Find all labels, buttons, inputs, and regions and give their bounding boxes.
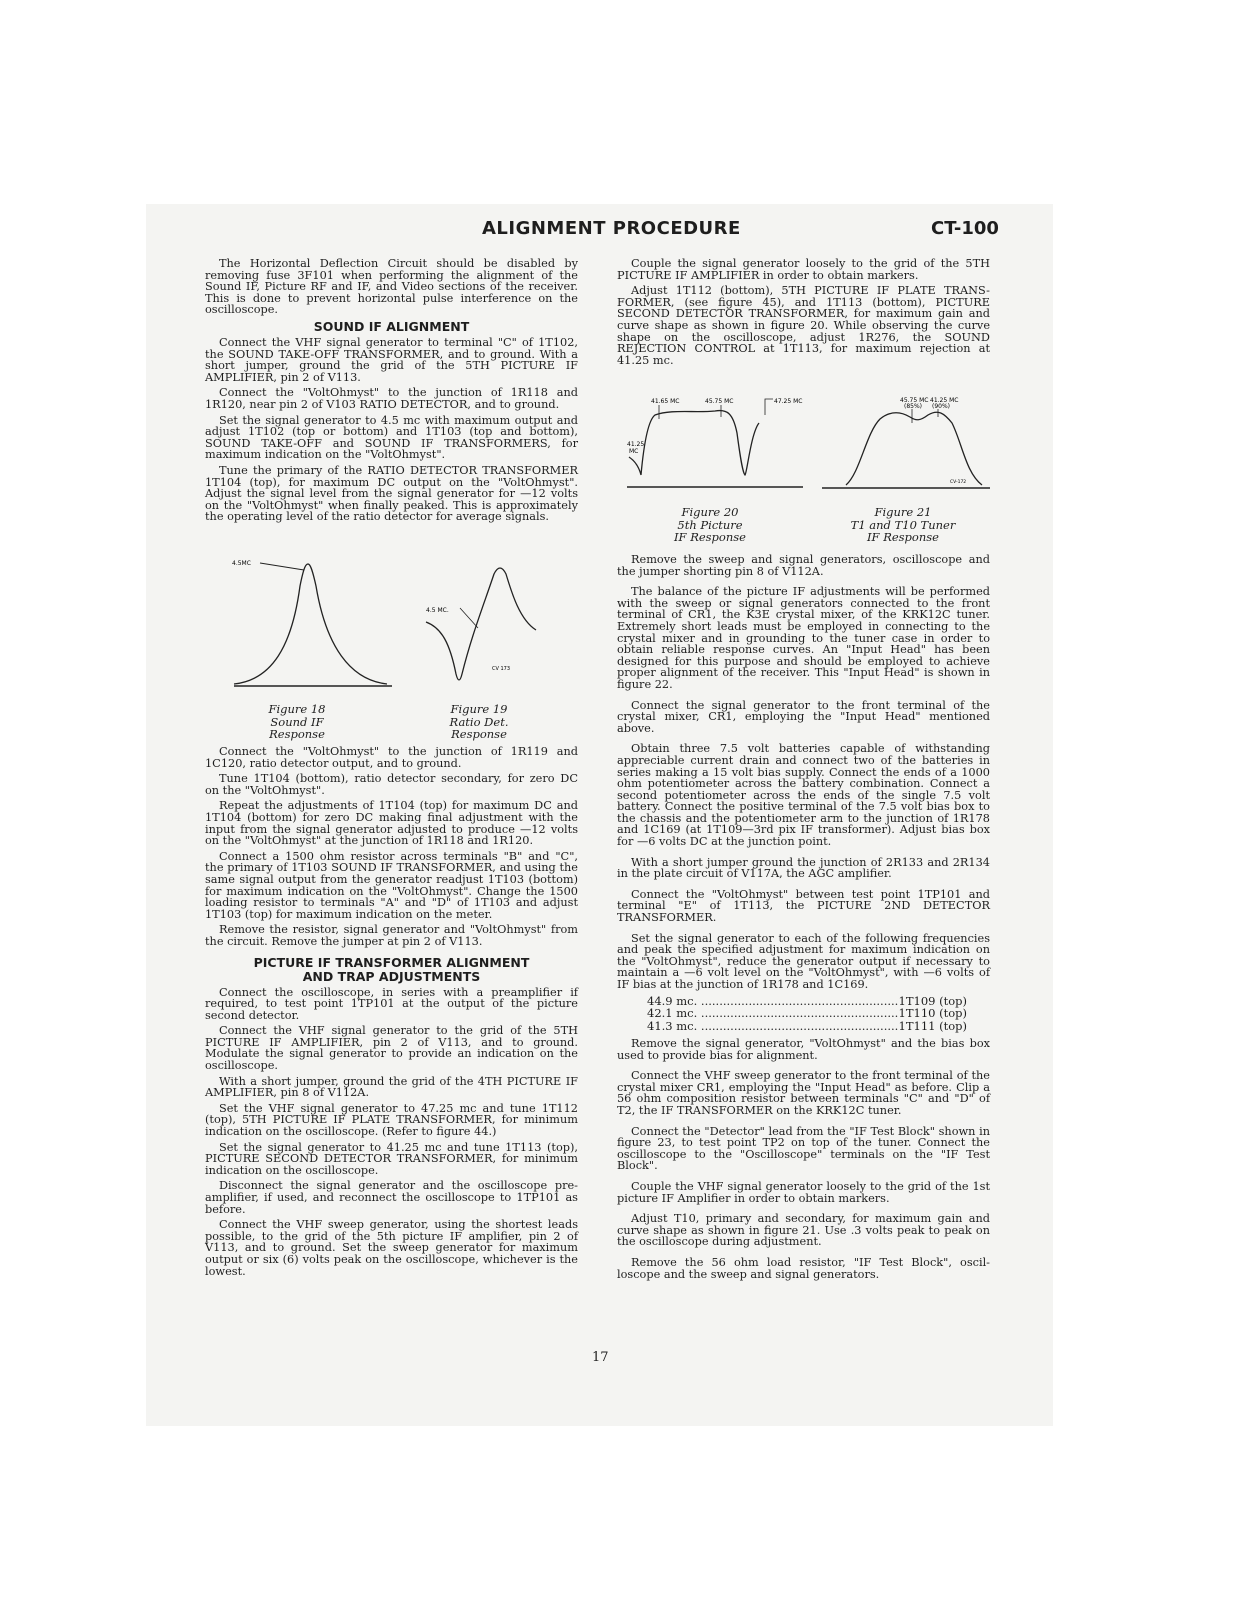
caption-line: Figure 18 <box>268 702 326 716</box>
paragraph: Connect the "Detector" lead from the "IF Test Block" shown in figure 23, to test point TP2 on top of the tuner. Connect the oscilloscope to the "Oscilloscope" terminals on the "IF Test Block". <box>617 1124 990 1173</box>
paragraph: Obtain three 7.5 volt batteries capable of withstanding appreciable current drain and connect two of the batteries in series making a 15 volt bias supply. Connect the ends of a 1000 ohm potentiometer across the battery combination. Connect a second potentiometer across the ends of the single 7.5 volt battery. Connect the positive terminal of the 7.5 volt bias box to the chassis and the potentiometer arm to the junction of 1R178 and 1C169 (at 1T109—3rd pix IF transformer). Adjust bias box for —6 volts DC at the junction point. <box>617 742 990 849</box>
paragraph: Connect the "VoltOhmyst" to the junction of 1R118 and 1R120, near pin 2 of V103 RATIO DETECTOR, and to ground. <box>205 386 578 411</box>
table-cell-adjustment: 1T109 (top) <box>898 993 967 1008</box>
paragraph: Disconnect the signal generator and the oscilloscope pre-amplifier, if used, and reconnect the oscilloscope to 1TP101 as before. <box>205 1179 578 1216</box>
paragraph: Connect the VHF sweep generator, using the shortest leads possible, to the grid of the 5th picture IF amplifier, pin 2 of V113, and to ground. Set the sweep generator for maximum output or six (6) volts peak on the oscilloscope, whichever is the lowest. <box>205 1218 578 1278</box>
figure-18-caption <box>217 703 377 741</box>
caption-line: Ratio Det. <box>449 714 509 729</box>
table-cell-freq: 41.3 mc. ..... <box>647 1020 899 1033</box>
sound-if-curve <box>234 564 387 684</box>
paragraph: Connect the VHF sweep generator to the front terminal of the crystal mixer CR1, employing the "Input Head" as before. Clip a 56 ohm composition resistor between terminals "C" and "D" of T2, the IF TRANSFORMER on the KRK12C tuner. <box>617 1069 990 1118</box>
figure-20-marker-2: 45.75 MC <box>705 398 734 405</box>
figure-20-caption <box>630 506 790 544</box>
caption-line: Figure 21 <box>874 505 932 519</box>
paragraph: Remove the sweep and signal generators, oscilloscope and the jumper shorting pin 8 of V112A. <box>617 553 990 578</box>
paragraph: Connect the VHF signal generator to the grid of the 5TH PICTURE IF AMPLIFIER, pin 2 of V113, and to ground. Modulate the signal generator to provide an indication on the oscilloscope. <box>205 1024 578 1073</box>
figure-19-graph <box>424 564 544 686</box>
caption-line: Response <box>269 727 325 741</box>
heading-line: PICTURE IF TRANSFORMER ALIGNMENT <box>253 954 530 970</box>
table-cell-adjustment: 1T111 (top) <box>898 1018 967 1033</box>
paragraph: The Horizontal Deflection Circuit should be disabled by removing fuse 3F101 when performing the alignment of the Sound IF, Picture RF and IF, and Video sections of the receiver. This is done to prevent horizontal pulse interference on the oscilloscope. <box>205 257 578 317</box>
figure-20-graph <box>625 393 805 489</box>
page-number: 17 <box>592 1350 609 1365</box>
paragraph: Remove the 56 ohm load resistor, "IF Test Block", oscil-loscope and the sweep and signal generators. <box>617 1256 990 1281</box>
paragraph: Connect the "VoltOhmyst" between test point 1TP101 and terminal "E" of 1T113, the PICTURE 2ND DETECTOR TRANSFORMER. <box>617 887 990 925</box>
heading-line: AND TRAP ADJUSTMENTS <box>302 968 481 984</box>
paragraph: Connect the "VoltOhmyst" to the junction of 1R119 and 1C120, ratio detector output, and to ground. <box>205 745 578 770</box>
section-heading-sound-if: SOUND IF ALIGNMENT <box>313 318 470 334</box>
paragraph: Connect the VHF signal generator to terminal "C" of 1T102, the SOUND TAKE-OFF TRANSFORMER, and to ground. With a short jumper, ground the grid of the 5TH PICTURE IF AMPLIFIER, pin 2 of V113. <box>205 335 578 384</box>
caption-line: Sound IF <box>270 714 324 729</box>
paragraph: Connect the signal generator to the front terminal of the crystal mixer, CR1, employing the "Input Head" mentioned above. <box>617 698 990 735</box>
paragraph: Remove the signal generator, "VoltOhmyst" and the bias box used to provide bias for alignment. <box>617 1037 990 1062</box>
figure-21-caption <box>818 506 988 544</box>
paragraph: Couple the VHF signal generator loosely to the grid of the 1st picture IF Amplifier in order to obtain markers. <box>617 1180 990 1205</box>
paragraph: Set the signal generator to 4.5 mc with maximum output and adjust 1T102 (top or bottom) and 1T103 (top and bottom), SOUND TAKE-OFF and SOUND IF TRANSFORMERS, for maximum indication on the "VoltOhmyst". <box>205 413 578 462</box>
picture-if-curve <box>629 411 759 475</box>
table-cell-freq: 42.1 mc. ..... <box>647 1007 899 1020</box>
table-row <box>647 1007 967 1020</box>
paragraph: Adjust T10, primary and secondary, for maximum gain and curve shape as shown in figure 21. Use .3 volts peak to peak on the oscilloscope during adjustment. <box>617 1212 990 1249</box>
paragraph: Couple the signal generator loosely to the grid of the 5TH PICTURE IF AMPLIFIER in order to obtain markers. <box>617 257 990 282</box>
figure-21-code: CV-172 <box>950 480 967 485</box>
figure-18-marker: 4.5MC <box>232 560 251 567</box>
caption-line: Response <box>451 727 507 741</box>
paragraph: Adjust 1T112 (bottom), 5TH PICTURE IF PLATE TRANS-FORMER, (see figure 45), and 1T113 (bottom), PICTURE SECOND DETECTOR TRANSFORMER, for maximum gain and curve shape as shown in figure 20. While observing the curve shape on the oscilloscope, adjust 1R276, the SOUND REJECTION CONTROL at 1T113, for maximum rejection at 41.25 mc. <box>617 284 990 367</box>
figure-20-marker-4b: MC <box>629 448 639 455</box>
figure-19-code: CV 173 <box>492 666 511 672</box>
left-column-top <box>205 258 578 527</box>
table-row <box>647 1020 967 1033</box>
figure-21-graph <box>820 393 992 491</box>
figure-20-marker-3: 47.25 MC <box>774 398 803 405</box>
caption-line: IF Response <box>867 530 939 544</box>
paragraph: Repeat the adjustments of 1T104 (top) for maximum DC and 1T104 (bottom) for zero DC making final adjustment with the input from the signal generator adjusted to produce —12 volts on the "VoltOhmyst" at the junction of 1R118 and 1R120. <box>205 799 578 848</box>
frequency-table <box>647 995 967 1033</box>
caption-line: Figure 19 <box>450 702 508 716</box>
table-cell-adjustment: 1T110 (top) <box>898 1006 967 1021</box>
paragraph: Connect a 1500 ohm resistor across terminals "B" and "C", the primary of 1T103 SOUND IF TRANSFORMER, and using the same signal output from the generator readjust 1T103 (bottom) for maximum indication on the "VoltOhmyst". Change the 1500 loading resistor to terminals "A" and "D" of 1T103 and adjust 1T103 (top) for maximum indication on the meter. <box>205 849 578 921</box>
figure-18-graph <box>232 556 394 692</box>
caption-line: 5th Picture <box>677 517 743 532</box>
paragraph: Tune the primary of the RATIO DETECTOR TRANSFORMER 1T104 (top), for maximum DC output on the "VoltOhmyst". Adjust the signal level from the signal generator for —12 volts on the "VoltOhmyst" when finally peaked. This is approximately the operating level of the ratio detector for average signals. <box>205 463 578 524</box>
figure-20-marker-4a: 41.25 <box>627 441 645 448</box>
tuner-if-curve <box>846 412 982 485</box>
caption-line: T1 and T10 Tuner <box>850 517 956 532</box>
right-column-top <box>617 258 990 370</box>
paragraph: The balance of the picture IF adjustments will be performed with the sweep or signal generators connected to the front terminal of CR1, the K3E crystal mixer, of the KRK12C tuner. Extremely short leads must be employed in connecting to the crystal mixer and in grounding to the tuner case in order to obtain reliable response curves. An "Input Head" has been designed for this purpose and should be employed to achieve proper alignment of the receiver. This "Input Head" is shown in figure 22. <box>617 585 990 691</box>
figure-21-marker-1: 45.75 MC <box>900 397 929 404</box>
paragraph: Set the VHF signal generator to 47.25 mc and tune 1T112 (top), 5TH PICTURE IF PLATE TRANSFORMER, for minimum indication on the oscilloscope. (Refer to figure 44.) <box>205 1101 578 1139</box>
figure-19-marker: 4.5 MC. <box>426 607 449 614</box>
right-column-bottom <box>617 554 990 1284</box>
paragraph: With a short jumper ground the junction of 2R133 and 2R134 in the plate circuit of V117A, the AGC amplifier. <box>617 855 990 881</box>
paragraph: Connect the oscilloscope, in series with a preamplifier if required, to test point 1TP101 at the output of the picture second detector. <box>205 985 578 1022</box>
table-cell-freq: 44.9 mc. ..... <box>647 995 899 1008</box>
model-number: CT-100 <box>931 218 999 239</box>
caption-line: Figure 20 <box>681 505 739 519</box>
ratio-det-curve <box>426 568 536 680</box>
figure-20-marker-1: 41.65 MC <box>651 398 680 405</box>
figure-19-caption <box>399 703 559 741</box>
figure-21-marker-2b: (90%) <box>932 403 951 410</box>
figure-21-marker-1b: (85%) <box>904 403 923 410</box>
paragraph: Set the signal generator to each of the following frequencies and peak the specified adjustment for maximum indication on the "VoltOhmyst", reduce the generator output if necessary to maintain a —6 volt level on the "VoltOhmyst", with —6 volts of IF bias at the junction of 1R178 and 1C169. <box>617 931 990 991</box>
left-column-bottom <box>205 746 578 1281</box>
paragraph: With a short jumper, ground the grid of the 4TH PICTURE IF AMPLIFIER, pin 8 of V112A. <box>205 1074 578 1100</box>
caption-line: IF Response <box>674 530 746 544</box>
paragraph: Tune 1T104 (bottom), ratio detector secondary, for zero DC on the "VoltOhmyst". <box>205 772 578 797</box>
section-heading-picture-if <box>205 956 578 984</box>
paragraph: Remove the resistor, signal generator and "VoltOhmyst" from the circuit. Remove the jumper at pin 2 of V113. <box>205 923 578 948</box>
figure-21-marker-2: 41.25 MC <box>930 397 959 404</box>
paragraph: Set the signal generator to 41.25 mc and tune 1T113 (top), PICTURE SECOND DETECTOR TRANSFORMER, for minimum indication on the oscilloscope. <box>205 1140 578 1177</box>
page-title: ALIGNMENT PROCEDURE <box>482 218 741 239</box>
